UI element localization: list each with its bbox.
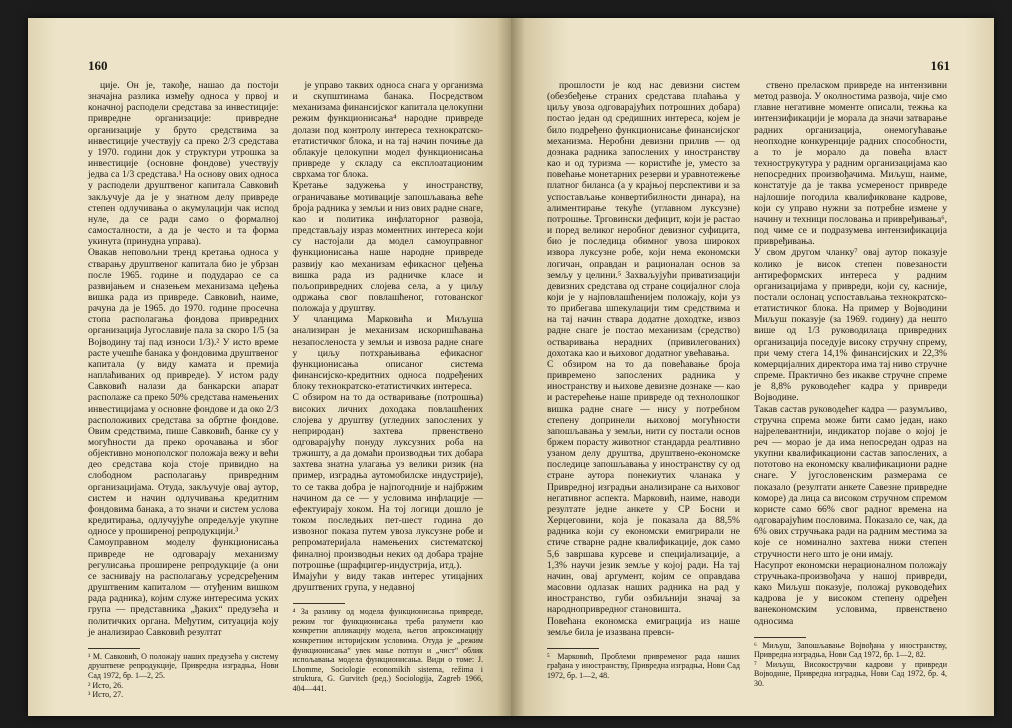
footnote: ⁴ За разлику од модела функционисања привреде, режим тог функционисања треба разумети као конкретни апликацију модела, његов апроксимацију конкретним историјским условима. Отуда је „режим функционисања“ увек мање потпун и „чист“ облик испољавања модела функционисања. Види о томе: Ј. Lhomme, Sociologie economikih sistema, režima i struktura, G. Gurvitch (ред.) Sociologija, Zagreb 1966, 404—441. (292, 607, 485, 693)
right-page (511, 18, 994, 716)
footnote: ³ Исто, 27. (88, 690, 124, 700)
text-columns (88, 80, 483, 700)
column-1 (88, 80, 279, 700)
left-page (28, 18, 511, 716)
column-1 (547, 80, 740, 689)
book-spread (28, 18, 994, 716)
footnote-rule (88, 648, 140, 649)
page-number: 161 (930, 58, 950, 73)
body-text: ствено преласком привреде на интензивни метод развоја. У околностима развоја, чије смо главне негативне моменте описали, тежња ка интензификацији је морала да значи затварање радних организација, онемогућавање неопходне конкуренције радних способности, а то је морало да повећа власт технострукутура у радним организацијама као непосредних произвођачима. Миљуш, наиме, констатује да је таква усмереност привреде најлошије погодила квалификоване кадрове, који су управо нужни за потребне измене у начину и техници пословања и привређивања⁶, под чиме се и подразумева интензификација привређивања. У свом другом чланку⁷ овај аутор показује колико је висок степен повезаности антиреформских интереса у радним организацијама у привреди, који су, касније, постали ослонац успостављања технократско-етатистичког блока. На пример у Војводини Миљуш показује (за 1969. годину) да нешто више од 1/3 руководилаца привредних организација поседује високу стручну спрему, при чему стега 14,1% финансијских и 22,3% комерцијалних директора има тај ниво стручне спреме. Практично без икакве стручне спреме је 8,8% руководећег кадра у привреди Војводине. Такав састав руководећег кадра — разумљиво, стручна спрема може бити само један, иако најрелевантнији, индикатор појаве о којој је реч — морао је да има непосредан одраз на укупни квалификациони састав запослених, а пототово на економску квалификациони радне снаге. У југословенским размерама се показало (резултати анкете Савезне привредне коморе) да лица са високом стручном спремом користе само 66% свог радног времена на одговарајућим пословима. Показало се, чак, да 6% ових стручњака ради на радним местима за које се номинално захтева нижи степен стручности него што је они имају. Насупрот економски нерационалном положају стручњака-произвођача у нашој привреди, како Миљуш показује, положај руководећих кадрова је у високом степену одређен ванекономским условима, првенствено односима (754, 80, 947, 627)
footnote: ⁷ Миљуш, Високостручни кадрови у привреди Војводине, Привредна изградња, Нови Сад 1972, бр. 4, 30. (754, 659, 949, 689)
footnote-rule (754, 637, 806, 638)
footnote-rule (293, 603, 345, 604)
column-2 (754, 80, 947, 689)
body-text: је управо таквих односа снага у организма и скупштинама банака. Посредством механизама финансијског капитала целокупни режим функционисања⁴ народне привреде долази под контролу интереса технократско-етатистичког блока, и на тај начин почиње да облакује целокупни модел функционисања привреде у складу са експлоатационим сврхама тог блока. Кретање задужења у иностранству, ограничавање мотивације запошљавања веће броја радника у земљи и низ ових радне снаге, као и политика инфлаторног развоја, представљају израз моментних интереса који су настојали да модел самоуправног функционисања наше народне привреде развију као механизам ефикасног цеђења вишка рада из радничке класе и пољопривредних слојева села, а у циљу одржања свог повлашћеног, готованског положаја у друштву. У чланцима Марковића и Миљуша анализиран је механизам искоришћавања незапосленоста у земљи и извоза радне снаге у циљу потхрањивања ефикасног функционисања описаног система финансијско-кредитних односа подређених блоку технократско-етатистичких интереса. С обзиром на то да остваривање (потрошња) високих личних доходака повлашћених слојева у друштву (угледних запослених у неприродан) захтева првенствено одговарајућу понуду луксузних роба на тржишту, а да домаћи производњи тих добара захтева знатна улагања уз велики ризик (на пример, изградња аутомобилске индустрије), то се таква добра је најпогодније и најбржим начином да се — у условима инфлације — ефектуирају хоком. На тој логици дошло је током последњих пет-шест година до извозног показа путем увоза луксузне робе и репроматеријала намењених систематској финалној производњи неких од добара трајне потрошње (шрафцигер-индустрија, итд.). Имајући у виду такав интерес утицајних друштвених група, у недавној (292, 80, 483, 594)
footnote-rule (547, 648, 599, 649)
page-number: 160 (88, 58, 108, 73)
footnote: ⁶ Миљуш, Запошљавање Војвођана у иностранству, Привредна изградња, Нови Сад 1972, бр. 1—2, 82. (754, 640, 949, 660)
footnote: ⁵ Марковић, Проблеми привременог рада наших грађана у иностранству, Привредна изградња, Нови Сад 1972, бр. 1—2, 48. (547, 651, 742, 680)
footnote: ² Исто, 26. (88, 680, 124, 690)
body-text: ције. Он је, такође, нашао да постоји значајна разлика између односа у првој и коначној расподели средстава за инвестиције: привредне организације: привредне организације у бруто средствима за инвестиције учествују са преко 2/3 средстава у 1970. години док у структури утрошка за инвестиције (основне фондове) учествују једва са 1/3 средстава.¹ На основу ових односа у расподели друштвеног капитала Савковић закључује да је у знатном делу привреде степен одлучивања о акумулацији чак испод нуле, да се ради само о формалној самосталности, а да је често и та форма укинута (принудна управа). Овакав неповољни тренд кретања односа у стварању друштвеног капитала био је убрзан после 1965. године и подударао се са развијањем и сназењем механизама цеђења вишка рада из привреде. Савковић, наиме, рачуна да је 1965. до 1970. године просечна стопа располагања фондова привредних организација Југославије пала за скоро 1/5 (за Војводину тај пад износи 1/3).² У исто време расте учешће банака у фондовима друштвеног капитала (у виду камата и премија наплаћиваних од привреде). У истом раду Савковић налази да банкарски апарат располаже са преко 50% средстава намењених инвестицијама у основне фондове и да око 2/3 расположивих средстава за обртне фондове. Овим средствима, пише Савковић, банке су у могућности да преко орочавања и због објективно монополског положаја вежу и већи део средстава која стоје привидно на слободном располагању привредним организацијама. Отуда, закључује овај аутор, систем и начин одлучивања кредитним фондовима банака, а то значи и систем услова кредитирања, одлучујуће опредељује укупне односе у проширеној репродукцији.³ Самоуправном моделу функционисања привреде не одговарају механизму регулисања проширене репродукције (а они се заснивају на располагању усредсређеним друштвеним капиталом — отуђеним вишком рада радника), којим служе интересима уских група — представника „ђаких“ предузећа и политичких органа. Међутим, ситуација коју је анализирао Савковић резултат (88, 80, 279, 638)
column-2 (293, 80, 484, 700)
footnote: ¹ М. Савковић, О положају наших предузећа у систему друштвене репродукције, Привредна изградња, Нови Сад 1972, бр. 1—2, 25. (88, 651, 281, 680)
text-columns (547, 80, 947, 689)
body-text: прошлости је код нас девизни систем (обезбеђење страних средстава плаћања у циљу увоза одговарајућих потрошних добара) постао један од средишних интереса, којем је било подређено функционисање финансијског механизма. Неробни девизни прилив — од дознака радника запослених у иностранству као и од туризма — користиће је, уместо за повећање монетарних резерви и уравнотежење платног биланса (а у крајњој перспективи и за успостављање конвертибилности динара), на алиментирање текуће (углавном луксузне) потрошње. Трговински дефицит, који је растао и поред великог неробног девизног суфицита, био је последица обимног увоза широкох извора луксузне робе, који нема економски логичан, оправдан и рационалан основ за земљу у целини.⁵ Захваљујући приватизацији девизних средстава од стране социјалног слоја који је у најповлашћенијем положају, који уз то прибегава шпекулацији тим средствима и на тај начин ствара додатне доходтке, извоз радне снаге је постао механизам (средство) остваривања нерадних (привилегованих) дохотака као и њиховог додатног увећавања. С обзиром на то да повећавање броја привремено запослених радника у иностранству и њихове девизне дознаке — као и растерећење наше привреде од технолошког вишка радне снаге — нису у потребном степену допринели њиховој могућности запошљавања у земљи, нити су постали основ бржем порасту животног стандарда реалтивно узаном делу друштва, друштвено-економске последице запошљавања у иностранству су од стране аутора понекиутих чланака у Привредној изградњи анализиране са њиховог негативног аспекта. Марковић, наиме, наводи резултате једне анкете у СР Босни и Херцеговини, која је показала да 88,5% радника који су економски емигрирали не стиче стварне радне квалификације, док само 5,6 завршава курсеве и специјализације, а 1,3% научи језик земље у којој ради. На тај начин, овај аргумент, којим се оправдава масовни одлазак наших радника на рад у иностранство, губи озбиљнији значај за народнопривредног становишта. Повећана економска емиграција из наше земље била је изазвана превсн- (547, 80, 740, 638)
